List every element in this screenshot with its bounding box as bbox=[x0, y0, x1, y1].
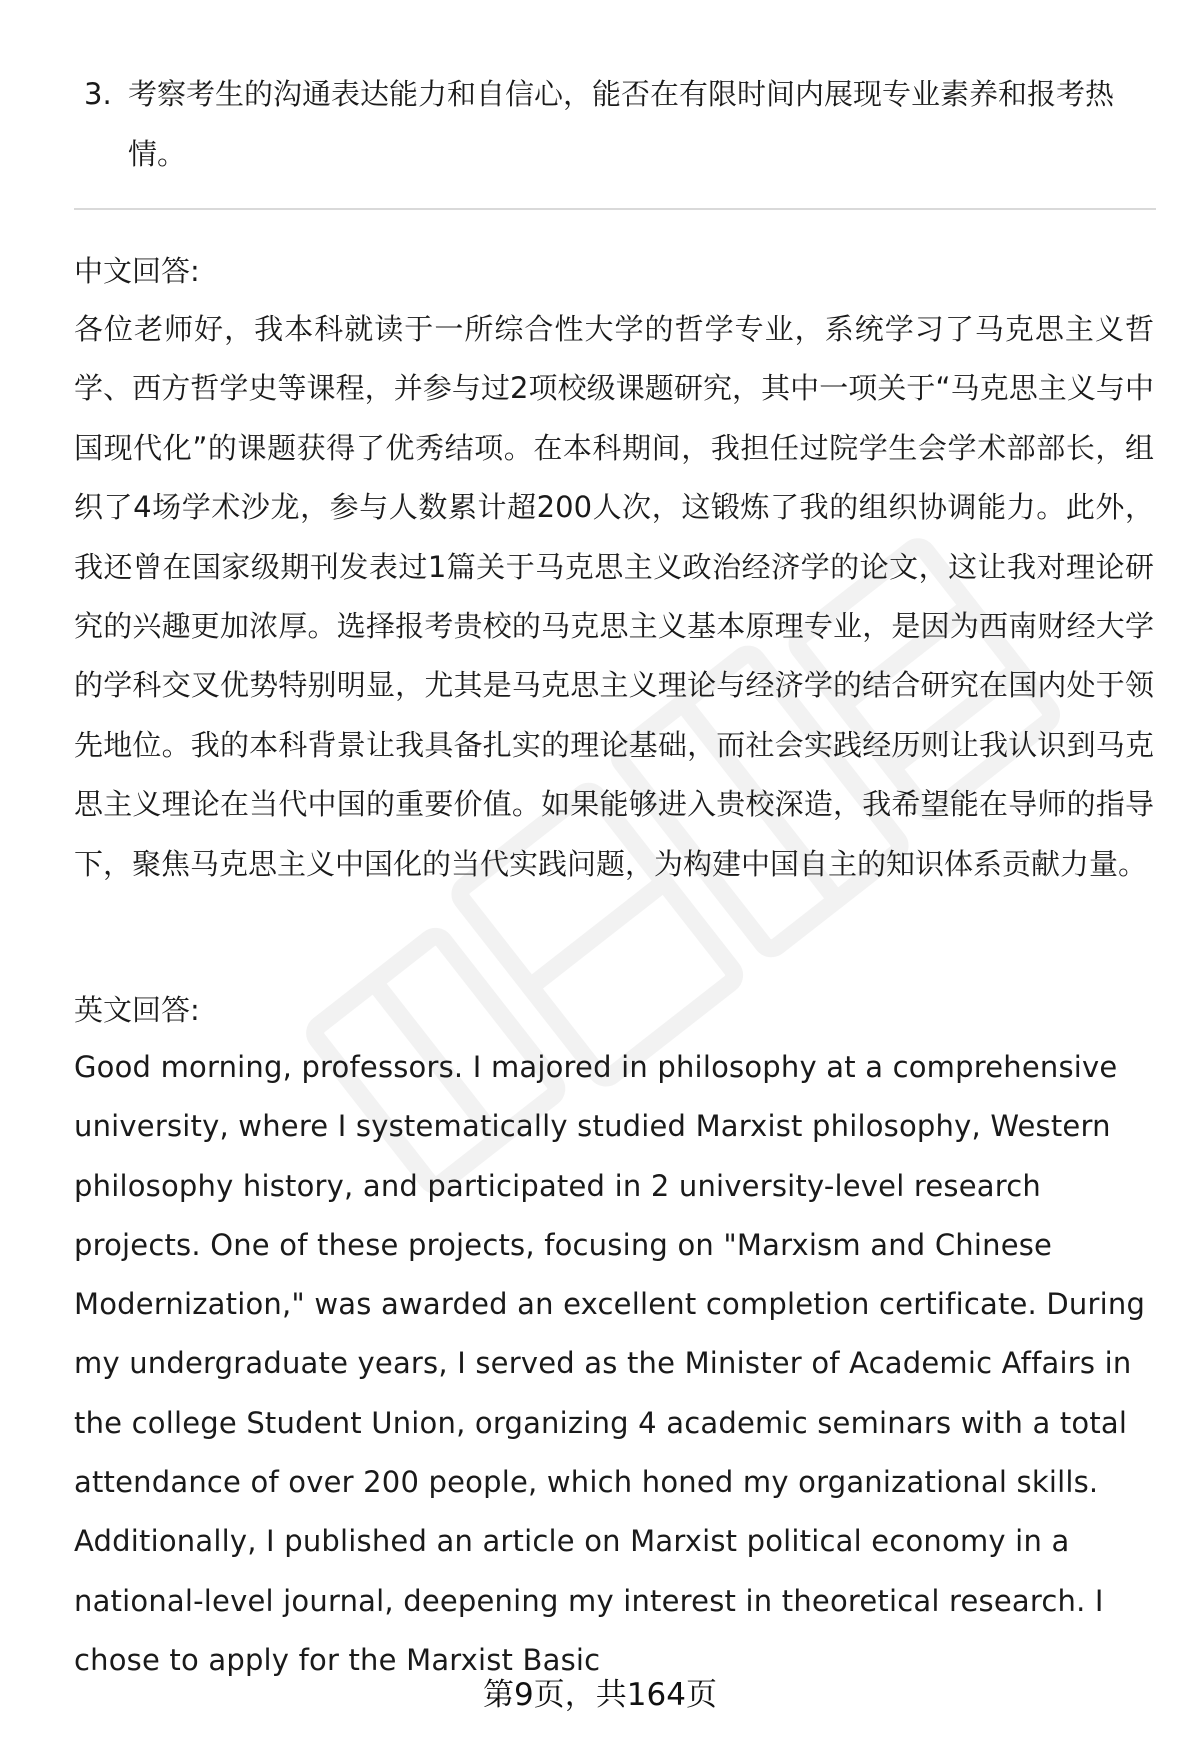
section-divider bbox=[74, 208, 1156, 210]
english-answer-text: Good morning, professors. I majored in philosophy at a comprehensive university, where I systematically studied Marxist philosophy, Western philosophy history, and participated in 2 university-level research projects. One of these projects, focusing on "Marxism and Chinese Modernization," was awarded an excellent completion certificate. During my undergraduate years, I served as the Minister of Academic Affairs in the college Student Union, organizing 4 academic seminars with a total attendance of over 200 people, which honed my organizational skills. Additionally, I published an article on Marxist political economy in a national-level journal, deepening my interest in theoretical research. I chose to apply for the Marxist Basic bbox=[74, 1050, 1146, 1677]
page-number-footer: 第9页，共164页 bbox=[483, 1677, 717, 1713]
english-answer-label: 英文回答: bbox=[74, 993, 200, 1027]
list-number: 3. bbox=[84, 77, 112, 111]
list-text: 考察考生的沟通表达能力和自信心，能否在有限时间内展现专业素养和报考热情。 bbox=[128, 77, 1115, 171]
chinese-answer-text: 各位老师好，我本科就读于一所综合性大学的哲学专业，系统学习了马克思主义哲学、西方哲学史等课程，并参与过2项校级课题研究，其中一项关于“马克思主义与中国现代化”的课题获得了优秀结项。在本科期间，我担任过院学生会学术部部长，组织了4场学术沙龙，参与人数累计超200人次，这锻炼了我的组织协调能力。此外，我还曾在国家级期刊发表过1篇关于马克思主义政治经济学的论文，这让我对理论研究的兴趣更加浓厚。选择报考贵校的马克思主义基本原理专业，是因为西南财经大学的学科交叉优势特别明显，尤其是马克思主义理论与经济学的结合研究在国内处于领先地位。我的本科背景让我具备扎实的理论基础，而社会实践经历则让我认识到马克思主义理论在当代中国的重要价值。如果能够进入贵校深造，我希望能在导师的指导下，聚焦马克思主义中国化的当代实践问题，为构建中国自主的知识体系贡献力量。 bbox=[74, 312, 1154, 881]
list-item-3 bbox=[84, 64, 1144, 184]
chinese-answer-label: 中文回答: bbox=[74, 254, 200, 288]
